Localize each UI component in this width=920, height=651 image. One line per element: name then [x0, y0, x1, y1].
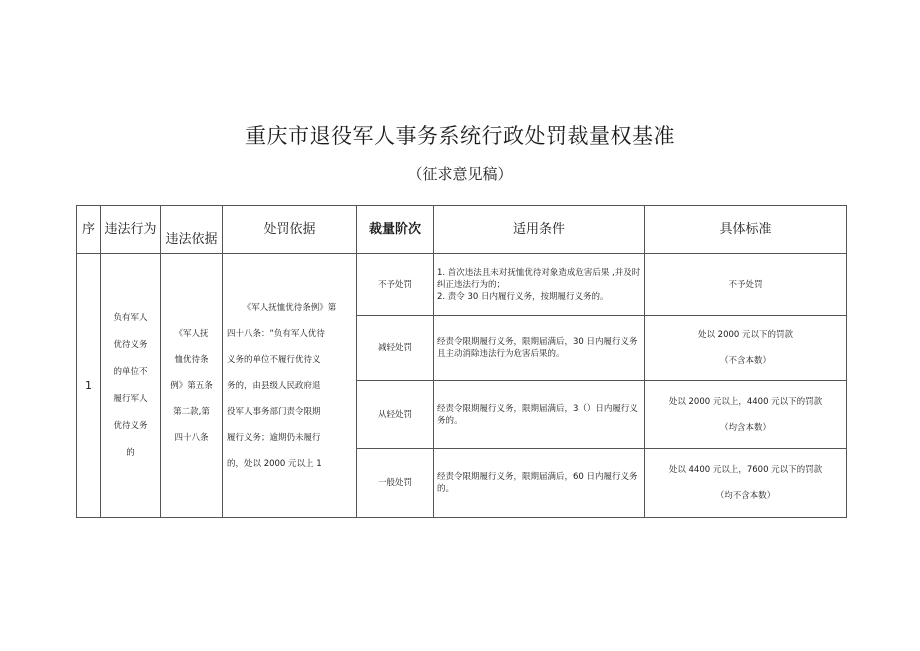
- violation-line: 的单位不: [113, 366, 148, 377]
- cell-standard: [645, 381, 847, 449]
- cell-conditions: [434, 449, 645, 518]
- condition-line: 1. 首次违法且未对抚恤优待对象造成危害后果 ,并及时纠正违法行为的；: [437, 267, 641, 290]
- discretion-table: [76, 205, 847, 518]
- penalty-basis-line: 履行义务；逾期仍未履行: [227, 432, 321, 443]
- cell-level: 减轻处罚: [357, 316, 434, 381]
- penalty-basis-line: 的，处以 2000 元以上 1: [227, 458, 322, 469]
- standard-note: （不含本数）: [719, 356, 771, 366]
- standard-text: 处以 2000 元以上，4400 元以下的罚款: [668, 396, 823, 407]
- standard-text: 不予处罚: [728, 279, 763, 290]
- law-basis-line: 四十八条: [174, 432, 209, 443]
- document-title: 重庆市退役军人事务系统行政处罚裁量权基准: [245, 124, 675, 148]
- standard-note: （均不含本数）: [715, 491, 776, 501]
- cell-standard: [645, 449, 847, 518]
- cell-seq: 1: [77, 254, 101, 518]
- condition-line: 经责令限期履行义务，限期届满后，60 日内履行义务的。: [437, 472, 638, 494]
- violation-line: 履行军人: [113, 393, 148, 404]
- condition-line: 经责令限期履行义务，限期届满后，30 日内履行义务且主动消除违法行为危害后果的。: [437, 337, 638, 359]
- law-basis-line: 恤优待条: [174, 354, 209, 365]
- penalty-basis-line: 务的，由县级人民政府退: [227, 380, 321, 391]
- header-conditions: 适用条件: [434, 206, 645, 254]
- table-row: [77, 254, 847, 316]
- cell-level: 从轻处罚: [357, 381, 434, 449]
- cell-standard: [645, 316, 847, 381]
- cell-violation: [101, 254, 161, 518]
- header-standard: 具体标准: [645, 206, 847, 254]
- table-header-row: [77, 206, 847, 254]
- law-basis-line: 《军人抚: [174, 328, 209, 339]
- cell-level: 一般处罚: [357, 449, 434, 518]
- header-violation: 违法行为: [101, 206, 161, 254]
- penalty-basis-line: 役军人事务部门责令限期: [227, 406, 321, 417]
- cell-conditions: [434, 254, 645, 316]
- penalty-basis-line: 义务的单位不履行优待义: [227, 354, 321, 365]
- cell-conditions: [434, 381, 645, 449]
- cell-penalty-basis: [223, 254, 357, 518]
- violation-line: 优待义务: [113, 339, 148, 350]
- header-level: 裁量阶次: [357, 206, 434, 254]
- law-basis-line: 例》第五条: [170, 380, 213, 391]
- cell-standard: [645, 254, 847, 316]
- condition-line: 2. 责令 30 日内履行义务，按期履行义务的。: [437, 291, 609, 302]
- law-basis-line: 第二款,第: [173, 406, 210, 417]
- condition-line: 经责令限期履行义务，限期届满后，3（）日内履行义务的。: [437, 403, 638, 426]
- header-law-basis: 违法依据: [161, 206, 223, 254]
- header-penalty-basis: 处罚依据: [223, 206, 357, 254]
- penalty-basis-line: 四十八条：“负有军人优待: [227, 328, 325, 339]
- cell-level: 不予处罚: [357, 254, 434, 316]
- penalty-basis-line: 《军人抚恤优待条例》第: [242, 302, 337, 313]
- document-subtitle: （征求意见稿）: [407, 165, 513, 183]
- standard-note: （均含本数）: [719, 422, 771, 433]
- violation-line: 负有军人: [113, 312, 148, 323]
- cell-law-basis: [161, 254, 223, 518]
- violation-line: 优待义务: [113, 420, 148, 431]
- header-seq: 序: [77, 206, 101, 254]
- standard-text: 处以 2000 元以下的罚款: [697, 330, 794, 340]
- standard-text: 处以 4400 元以上，7600 元以下的罚款: [668, 465, 823, 475]
- violation-line: 的: [126, 447, 135, 458]
- cell-conditions: [434, 316, 645, 381]
